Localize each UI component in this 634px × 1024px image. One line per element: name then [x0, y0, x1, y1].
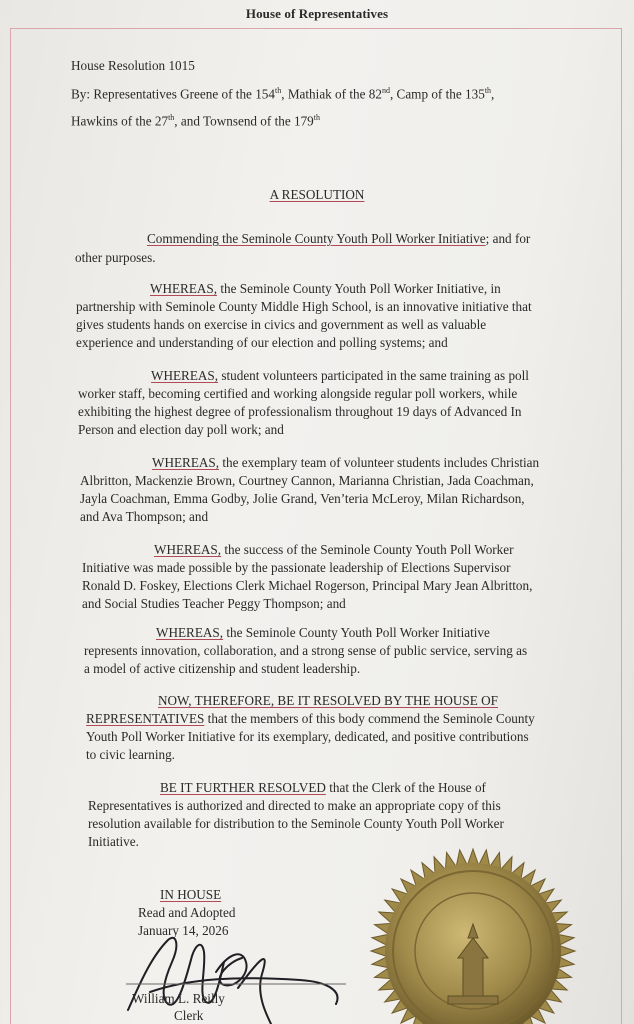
now-therefore-line-4: to civic learning.	[86, 747, 175, 762]
whereas-3-line-1: WHEREAS, the exemplary team of volunteer students includes Christian	[152, 455, 540, 470]
whereas-4-line-3: Ronald D. Foskey, Elections Clerk Michael Rogerson, Principal Mary Jean Albritton,	[82, 578, 533, 593]
clerk-name: William L. Reilly	[132, 991, 225, 1006]
further-resolved-line-4: Initiative.	[88, 834, 139, 849]
whereas-4-line-1: WHEREAS, the success of the Seminole County Youth Poll Worker	[154, 542, 514, 557]
whereas-1-line-3: gives students hands on exercise in civics and government as well as valuable	[76, 317, 487, 332]
clerk-title: Clerk	[174, 1008, 204, 1023]
resolution-number: House Resolution 1015	[71, 58, 195, 73]
in-house-label: IN HOUSE	[160, 887, 222, 902]
sponsors-line-1: By: Representatives Greene of the 154th, Mathiak of the 82nd, Camp of the 135th,	[71, 86, 495, 102]
whereas-1-line-4: experience and understanding of our election and polling systems; and	[76, 335, 448, 350]
further-resolved-line-3: resolution available for distribution to the Seminole County Youth Poll Worker	[88, 816, 504, 831]
further-resolved-line-1: BE IT FURTHER RESOLVED that the Clerk of the House of	[160, 780, 486, 795]
clerk-signature	[120, 918, 350, 1024]
further-resolved-line-2: Representatives is authorized and directed to make an appropriate copy of this	[88, 798, 501, 813]
read-and-adopted: Read and Adopted	[138, 905, 236, 920]
page-header-title: House of Representatives	[245, 6, 389, 21]
georgia-state-seal	[368, 846, 578, 1024]
whereas-3-line-4: and Ava Thompson; and	[80, 509, 209, 524]
adoption-date: January 14, 2026	[138, 923, 229, 938]
now-therefore-line-1: NOW, THEREFORE, BE IT RESOLVED BY THE HOUSE OF	[158, 693, 498, 708]
whereas-5-line-1: WHEREAS, the Seminole County Youth Poll Worker Initiative	[156, 625, 490, 640]
whereas-3-line-2: Albritton, Mackenzie Brown, Courtney Cannon, Marianna Christian, Jada Coachman,	[80, 473, 534, 488]
sponsors-line-2: Hawkins of the 27th, and Townsend of the 179th	[71, 113, 321, 129]
now-therefore-line-3: Youth Poll Worker Initiative for its exemplary, dedicated, and positive contributions	[86, 729, 529, 744]
now-therefore-line-2: REPRESENTATIVES that the members of this body commend the Seminole County	[86, 711, 535, 726]
whereas-5-line-3: a model of active citizenship and student leadership.	[84, 661, 361, 676]
whereas-2-line-1: WHEREAS, student volunteers participated in the same training as poll	[151, 368, 529, 383]
whereas-2-line-3: exhibiting the highest degree of professionalism throughout 19 days of Advanced In	[78, 404, 522, 419]
whereas-2-line-2: worker staff, becoming certified and working alongside regular poll workers, while	[78, 386, 518, 401]
resolution-heading: A RESOLUTION	[269, 187, 365, 202]
whereas-4-line-4: and Social Studies Teacher Peggy Thompson; and	[82, 596, 346, 611]
whereas-5-line-2: represents innovation, collaboration, and a strong sense of public service, serving as	[84, 643, 528, 658]
whereas-3-line-3: Jayla Coachman, Emma Godby, Jolie Grand, Ven’teria McLeroy, Milan Richardson,	[80, 491, 525, 506]
intro-line-2: other purposes.	[75, 250, 156, 265]
whereas-2-line-4: Person and election day poll work; and	[78, 422, 284, 437]
whereas-1-line-2: partnership with Seminole County Middle High School, is an innovative initiative that	[76, 299, 532, 314]
whereas-1-line-1: WHEREAS, the Seminole County Youth Poll Worker Initiative, in	[150, 281, 501, 296]
whereas-4-line-2: Initiative was made possible by the passionate leadership of Elections Supervisor	[82, 560, 511, 575]
intro-line-1: Commending the Seminole County Youth Poll Worker Initiative; and for	[147, 231, 531, 246]
